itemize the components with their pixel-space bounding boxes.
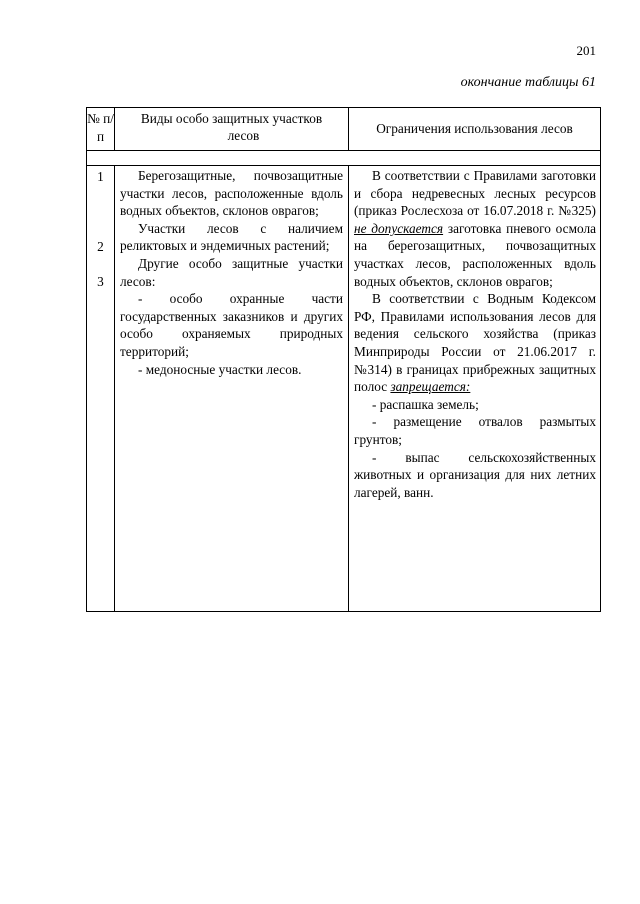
spacer-cell [87,151,601,166]
row-number: 1 [97,169,104,184]
table-caption: окончание таблицы 61 [460,75,596,90]
table-spacer-row [87,151,601,166]
type-item: - медоносные участки лесов. [138,361,302,377]
forest-types-cell [115,166,349,612]
restriction-text: заготовка пневого осмола на берегозащитных, почвозащитных участках лесов, расположенных вдоль водных объектов, склонов оврагов; [354,220,596,289]
header-restrictions: Ограничения использования лесов [349,108,601,151]
restriction-list-item: - выпас сельскохозяйственных животных и организация для них летних лагерей, ванн. [354,449,596,500]
table-header-row [87,108,601,151]
header-types-line2: лесов [227,128,260,143]
restriction-text: В соответствии с Водным Кодексом РФ, Правилами использования лесов для ведения сельского хозяйства (приказ Минприроды России от 21.06.2017 г. №314) в границах прибрежных защитных полос [354,291,596,395]
forest-restrictions-table [86,107,601,612]
type-item: Другие особо защитные участки лесов: [120,255,343,289]
page-number: 201 [576,43,596,58]
header-number: № п/п [87,108,115,151]
type-item: Берегозащитные, почвозащитные участки лесов, расположенные вдоль водных объектов, склонов оврагов; [120,168,343,219]
header-types [115,108,349,151]
header-types-line1: Виды особо защитных участков [140,111,323,126]
type-item: Участки лесов с наличием реликтовых и эндемичных растений; [120,220,343,254]
row-number: 2 [97,239,104,254]
type-item: - особо охранные части государственных заказников и других особо охраняемых природных территорий; [120,291,343,359]
restriction-paragraph-1 [354,167,596,290]
row-number: 3 [97,274,104,289]
restrictions-cell [349,166,601,612]
restriction-paragraph-2 [354,290,596,396]
restriction-list-item: - размещение отвалов размытых грунтов; [354,414,596,447]
restriction-emphasis: запрещается: [390,379,471,395]
restriction-text: В соответствии с Правилами заготовки и сбора недревесных лесных ресурсов (приказ Рослесхоза от 16.07.2018 г. №325) [354,168,596,219]
table-row [87,166,601,612]
row-numbers-cell [87,166,115,612]
restriction-emphasis: не допускается [354,220,444,236]
restriction-list-item: - распашка земель; [372,396,479,412]
